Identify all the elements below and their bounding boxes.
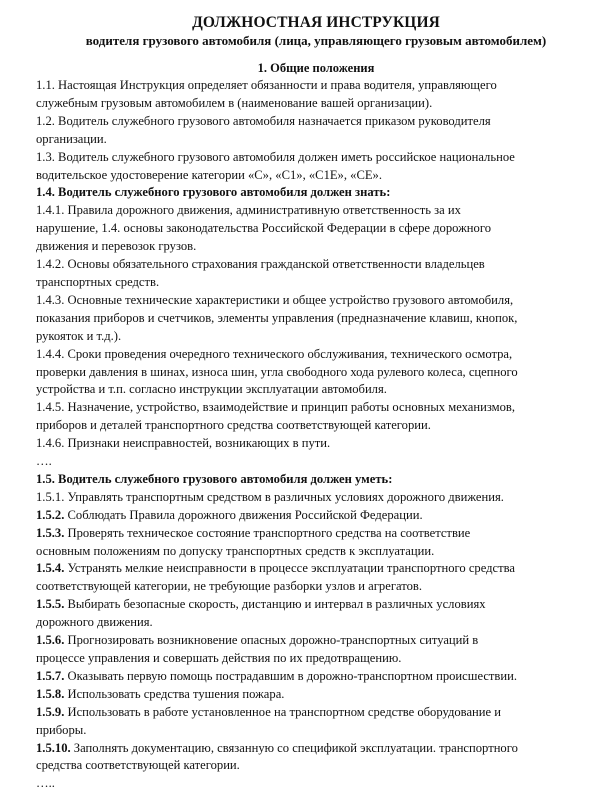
list-item xyxy=(36,668,596,686)
list-item-text: соответствующей категории, не требующие разборки узлов и агрегатов. xyxy=(36,579,422,594)
list-item xyxy=(36,686,596,704)
skills-list xyxy=(36,489,596,793)
paragraph-line: 1.4.6. Признаки неисправностей, возникающих в пути. xyxy=(36,436,331,451)
list-item-text: Заполнять документацию, связанную со спецификой эксплуатации. транспортного xyxy=(70,740,518,755)
list-item-number: 1.5.5. xyxy=(36,597,65,612)
list-item-continuation xyxy=(36,722,596,740)
list-item-text: ….. xyxy=(36,776,55,791)
ellipsis-line: …. xyxy=(36,454,52,469)
list-item xyxy=(36,740,596,758)
list-item-continuation xyxy=(36,757,596,775)
list-item-continuation xyxy=(36,775,596,793)
list-item-text: Использовать в работе установленное на транспортном средстве оборудование и xyxy=(64,704,501,719)
list-item-continuation xyxy=(36,650,596,668)
list-item-text: процессе управления и совершать действия по их предотвращению. xyxy=(36,651,402,665)
list-item xyxy=(36,704,596,722)
list-item-number: 1.5.1. xyxy=(36,489,65,504)
paragraph-line: нарушение, 1.4. основы законодательства Российской Федерации в сфере дорожного xyxy=(36,221,491,236)
paragraph-line: 1.4.5. Назначение, устройство, взаимодействие и принцип работы основных механизмов, xyxy=(36,400,515,415)
list-item-text: средства соответствующей категории. xyxy=(36,758,240,773)
paragraph-line: показания приборов и счетчиков, элементы управления (предназначение клавиш, кнопок, xyxy=(36,310,518,325)
paragraph-line: транспортных средств. xyxy=(36,274,160,289)
list-item xyxy=(36,632,596,650)
list-item-text: Управлять транспортным средством в различных условиях дорожного движения. xyxy=(64,489,504,504)
section-heading-general: 1. Общие положения xyxy=(257,61,375,75)
list-item-text: основным положениям по допуску транспортных средств к эксплуатации. xyxy=(36,543,435,558)
paragraph-line: организации. xyxy=(36,131,107,146)
paragraph-line: 1.3. Водитель служебного грузового автомобиля должен иметь российское национальное xyxy=(36,149,515,164)
list-item-text: Выбирать безопасные скорость, дистанцию и интервал в различных условиях xyxy=(64,597,486,612)
list-item-text: дорожного движения. xyxy=(36,615,153,630)
list-item-continuation xyxy=(36,614,596,632)
list-item xyxy=(36,560,596,578)
list-item-text: Проверять техническое состояние транспортного средства на соответствие xyxy=(64,525,471,540)
document-title: ДОЛЖНОСТНАЯ ИНСТРУКЦИЯ xyxy=(192,14,440,31)
list-item xyxy=(36,507,596,525)
list-item-text: Прогнозировать возникновение опасных дорожно-транспортных ситуаций в xyxy=(64,633,479,648)
list-item xyxy=(36,596,596,614)
document-subtitle: водителя грузового автомобиля (лица, управляющего грузовым автомобилем) xyxy=(85,33,547,48)
paragraph-line: проверки давления в шинах, износа шин, угла свободного хода рулевого колеса, сцепного xyxy=(36,364,518,379)
list-item-number: 1.5.8. xyxy=(36,686,65,701)
list-item-text: приборы. xyxy=(36,722,87,737)
paragraph-line: служебным грузовым автомобилем в (наименование вашей организации). xyxy=(36,95,433,110)
list-item-text: Оказывать первую помощь пострадавшим в дорожно-транспортном происшествии. xyxy=(64,668,518,683)
subheading-must-be-able: 1.5. Водитель служебного грузового автомобиля должен уметь: xyxy=(36,471,393,486)
list-item-number: 1.5.4. xyxy=(36,561,65,576)
list-item-number: 1.5.2. xyxy=(36,507,65,522)
list-item xyxy=(36,489,596,507)
paragraph-line: 1.4.2. Основы обязательного страхования гражданской ответственности владельцев xyxy=(36,257,485,272)
paragraph-line: 1.2. Водитель служебного грузового автомобиля назначается приказом руководителя xyxy=(36,113,491,128)
paragraph-line: приборов и деталей транспортного средства соответствующей категории. xyxy=(36,418,431,433)
list-item-number: 1.5.7. xyxy=(36,668,65,683)
section-body xyxy=(36,77,596,793)
list-item-text: Устранять мелкие неисправности в процессе эксплуатации транспортного средства xyxy=(64,561,515,576)
paragraph-line: 1.4.1. Правила дорожного движения, административную ответственность за их xyxy=(36,203,461,218)
list-item-continuation xyxy=(36,543,596,561)
list-item-number: 1.5.6. xyxy=(36,633,65,648)
paragraph-line: 1.1. Настоящая Инструкция определяет обязанности и права водителя, управляющего xyxy=(36,78,497,92)
list-item-text: Использовать средства тушения пожара. xyxy=(64,686,285,701)
paragraph-line: 1.4.4. Сроки проведения очередного технического обслуживания, технического осмотра, xyxy=(36,346,513,361)
paragraph-line: устройства и т.п. согласно инструкции эксплуатации автомобиля. xyxy=(36,382,387,397)
paragraph-line: 1.4.3. Основные технические характеристики и общее устройство грузового автомобиля, xyxy=(36,292,514,307)
paragraph-line: рукояток и т.д.). xyxy=(36,328,122,343)
list-item-number: 1.5.3. xyxy=(36,525,65,540)
paragraph-line: водительское удостоверение категории «С», «С1», «С1Е», «СЕ». xyxy=(36,167,382,182)
paragraph-line: движения и перевозок грузов. xyxy=(36,239,197,254)
list-item-number: 1.5.10. xyxy=(36,740,71,755)
list-item-number: 1.5.9. xyxy=(36,704,65,719)
list-item-continuation xyxy=(36,578,596,596)
list-item xyxy=(36,525,596,543)
subheading-must-know: 1.4. Водитель служебного грузового автомобиля должен знать: xyxy=(36,185,391,200)
list-item-text: Соблюдать Правила дорожного движения Российской Федерации. xyxy=(64,507,423,522)
